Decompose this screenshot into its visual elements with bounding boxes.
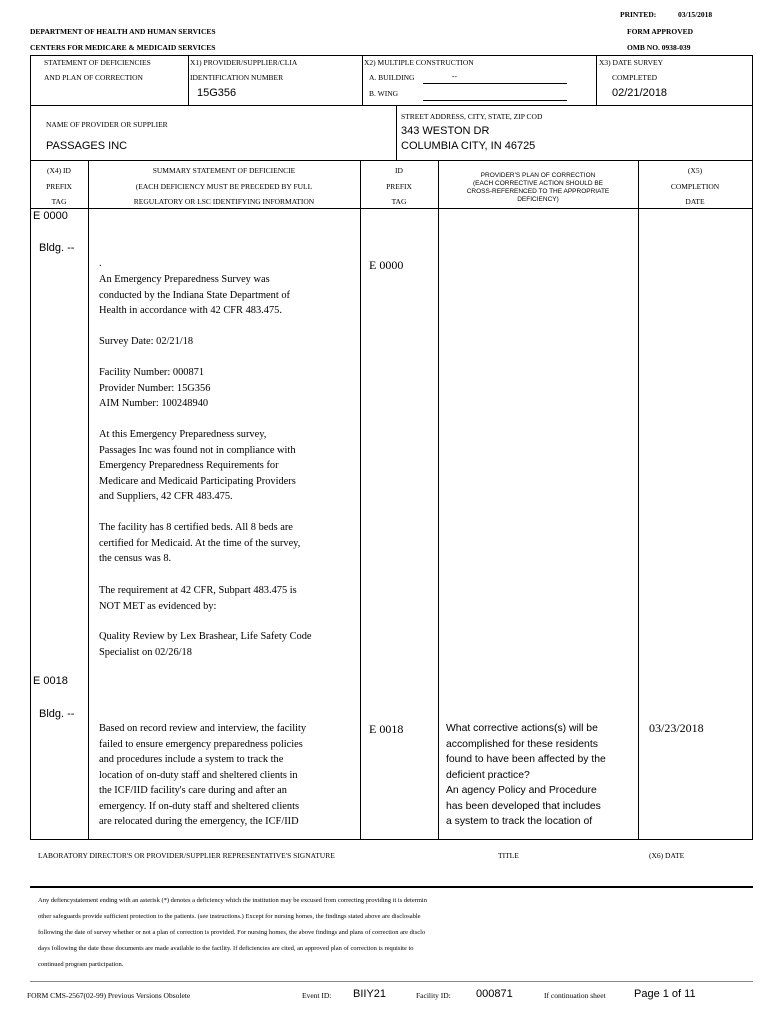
entry-summary bbox=[99, 721, 306, 830]
summary-line: Provider Number: 15G356 bbox=[99, 382, 211, 394]
provider-name-label: NAME OF PROVIDER OR SUPPLIER bbox=[46, 120, 168, 129]
entry-summary bbox=[99, 520, 300, 567]
building-label: A. BUILDING bbox=[369, 73, 415, 82]
summary-line: the ICF/IID facility's care during and after an bbox=[99, 785, 287, 796]
signature-label: LABORATORY DIRECTOR'S OR PROVIDER/SUPPLIER REPRESENTATIVE'S SIGNATURE bbox=[38, 851, 335, 860]
col-completion-1: (X5) bbox=[687, 166, 703, 175]
col-id-1: ID bbox=[395, 166, 403, 175]
event-id-label: Event ID: bbox=[302, 991, 332, 1000]
summary-line: Survey Date: 02/21/18 bbox=[99, 336, 194, 347]
col-prefix-1: (X4) ID bbox=[47, 166, 71, 175]
wing-label: B. WING bbox=[369, 89, 399, 98]
summary-line: are relocated during the emergency, the ICF/IID bbox=[99, 816, 299, 827]
summary-line: certified for Medicaid. At the time of the survey, bbox=[99, 537, 301, 549]
provider-id-label-1: X1) PROVIDER/SUPPLIER/CLIA bbox=[190, 58, 298, 67]
plan-line: accomplished for these residents bbox=[446, 738, 598, 750]
col-summary-3: REGULATORY OR LSC IDENTIFYING INFORMATION bbox=[133, 197, 315, 206]
statement-label-2: AND PLAN OF CORRECTION bbox=[44, 73, 143, 82]
col-completion-2: COMPLETION bbox=[670, 182, 720, 191]
col-prefix-2: PREFIX bbox=[46, 182, 72, 191]
col-plan-3: CROSS-REFERENCED TO THE APPROPRIATE bbox=[466, 188, 610, 195]
summary-line: Specialist on 02/26/18 bbox=[99, 646, 192, 658]
col-plan-2: (EACH CORRECTIVE ACTION SHOULD BE bbox=[472, 180, 604, 187]
survey-date-value: 02/21/2018 bbox=[612, 87, 668, 99]
col-id-2: PREFIX bbox=[386, 182, 412, 191]
plan-line: An agency Policy and Procedure bbox=[446, 785, 597, 796]
construction-label: X2) MULTIPLE CONSTRUCTION bbox=[364, 58, 474, 67]
entry-id-tag: E 0018 bbox=[369, 722, 404, 736]
printed-label: PRINTED: bbox=[620, 10, 657, 19]
col-plan-4: DEFICIENCY) bbox=[517, 196, 559, 203]
entry-summary bbox=[99, 365, 210, 412]
summary-line: Medicare and Medicaid Participating Providers bbox=[99, 475, 296, 487]
entry-dot: . bbox=[99, 258, 102, 269]
col-completion-3: DATE bbox=[685, 197, 705, 206]
continuation-label: If continuation sheet bbox=[544, 991, 606, 1000]
summary-line: Based on record review and interview, the facility bbox=[99, 723, 307, 734]
survey-date-label-2: COMPLETED bbox=[612, 73, 657, 82]
form-approved: FORM APPROVED bbox=[627, 27, 694, 36]
summary-line: The requirement at 42 CFR, Subpart 483.475 is bbox=[99, 585, 297, 596]
address-label: STREET ADDRESS, CITY, STATE, ZIP COD bbox=[401, 112, 543, 121]
entry-summary bbox=[99, 272, 290, 319]
entry-tag: E 0018 bbox=[33, 675, 68, 687]
summary-line: conducted by the Indiana State Department of bbox=[99, 289, 291, 301]
col-summary-1: SUMMARY STATEMENT OF DEFICIENCIE bbox=[152, 166, 296, 175]
event-id-value: BIIY21 bbox=[353, 988, 387, 1000]
facility-id-value: 000871 bbox=[476, 988, 513, 1000]
entry-summary bbox=[99, 583, 297, 614]
disclaimer-line: continued program participation. bbox=[38, 961, 124, 968]
summary-line: Quality Review by Lex Brashear, Life Safety Code bbox=[99, 631, 312, 642]
provider-name: PASSAGES INC bbox=[46, 140, 128, 152]
entry-bldg: Bldg. -- bbox=[39, 242, 75, 254]
disclaimer-line: days following the date these documents are made available to the facility. If deficiencies are cited, an approved plan of correction is requisite to bbox=[38, 945, 414, 952]
summary-line: and Suppliers, 42 CFR 483.475. bbox=[99, 491, 233, 502]
plan-line: deficient practice? bbox=[446, 769, 530, 781]
plan-line: found to have been affected by the bbox=[446, 754, 606, 765]
summary-line: Emergency Preparedness Requirements for bbox=[99, 460, 279, 471]
entry-id-tag: E 0000 bbox=[369, 258, 404, 272]
summary-line: location of on-duty staff and sheltered clients in bbox=[99, 769, 298, 781]
title-label: TITLE bbox=[498, 851, 519, 860]
provider-id-label-2: IDENTIFICATION NUMBER bbox=[190, 73, 284, 82]
statement-label-1: STATEMENT OF DEFICIENCIES bbox=[44, 58, 151, 67]
provider-id-value: 15G356 bbox=[197, 87, 237, 99]
entry-summary bbox=[99, 427, 296, 505]
department-title: DEPARTMENT OF HEALTH AND HUMAN SERVICES bbox=[30, 27, 216, 36]
summary-line: failed to ensure emergency preparedness policies bbox=[99, 738, 303, 750]
disclaimer-line: following the date of survey whether or not a plan of correction is provided. For nursing homes, the above findings and plans of correction are disclo bbox=[38, 929, 426, 936]
plan-line: What corrective actions(s) will be bbox=[446, 723, 598, 734]
summary-line: AIM Number: 100248940 bbox=[99, 398, 209, 409]
summary-line: At this Emergency Preparedness survey, bbox=[99, 429, 267, 440]
summary-line: emergency. If on-duty staff and sheltered clients bbox=[99, 800, 300, 812]
plan-of-correction bbox=[446, 721, 606, 830]
omb-number: OMB NO. 0938-039 bbox=[627, 43, 691, 52]
summary-line: and procedures include a system to track the bbox=[99, 754, 284, 765]
centers-title: CENTERS FOR MEDICARE & MEDICAID SERVICES bbox=[30, 43, 216, 52]
summary-line: Passages Inc was found not in compliance with bbox=[99, 444, 296, 456]
col-prefix-3: TAG bbox=[51, 197, 67, 206]
summary-line: An Emergency Preparedness Survey was bbox=[99, 274, 270, 285]
entry-bldg: Bldg. -- bbox=[39, 708, 75, 720]
summary-line: The facility has 8 certified beds. All 8 beds are bbox=[99, 522, 293, 533]
col-plan-1: PROVIDER'S PLAN OF CORRECTION bbox=[480, 172, 596, 179]
plan-line: a system to track the location of bbox=[446, 816, 593, 827]
disclaimer-line: other safeguards provide sufficient protection to the patients. (see instructions.) Except for nursing homes, the findings stated above are disclosable bbox=[38, 913, 421, 920]
facility-id-label: Facility ID: bbox=[416, 991, 451, 1000]
col-summary-2: (EACH DEFICIENCY MUST BE PRECEDED BY FULL bbox=[135, 182, 313, 191]
disclaimer-line: Any defiencystatement ending with an asterisk (*) denotes a deficiency which the institution may be excused from correcting providing it is determin bbox=[38, 897, 427, 904]
survey-date-label-1: X3) DATE SURVEY bbox=[599, 58, 663, 67]
entry-summary bbox=[99, 629, 312, 660]
building-value: -- bbox=[452, 72, 457, 81]
address-line-1: 343 WESTON DR bbox=[401, 125, 490, 137]
plan-line: has been developed that includes bbox=[446, 800, 601, 812]
summary-line: NOT MET as evidenced by: bbox=[99, 600, 217, 612]
completion-date: 03/23/2018 bbox=[649, 721, 704, 735]
col-id-3: TAG bbox=[391, 197, 407, 206]
summary-line: Facility Number: 000871 bbox=[99, 367, 205, 378]
printed-date: 03/15/2018 bbox=[678, 10, 713, 19]
date-label: (X6) DATE bbox=[649, 851, 685, 860]
form-number: FORM CMS-2567(02-99) Previous Versions Obsolete bbox=[27, 991, 191, 1000]
summary-line: the census was 8. bbox=[99, 553, 172, 564]
address-line-2: COLUMBIA CITY, IN 46725 bbox=[401, 140, 536, 152]
page-number: Page 1 of 11 bbox=[634, 988, 696, 1000]
entry-tag: E 0000 bbox=[33, 210, 68, 222]
entry-summary bbox=[99, 334, 193, 350]
summary-line: Health in accordance with 42 CFR 483.475. bbox=[99, 305, 282, 316]
